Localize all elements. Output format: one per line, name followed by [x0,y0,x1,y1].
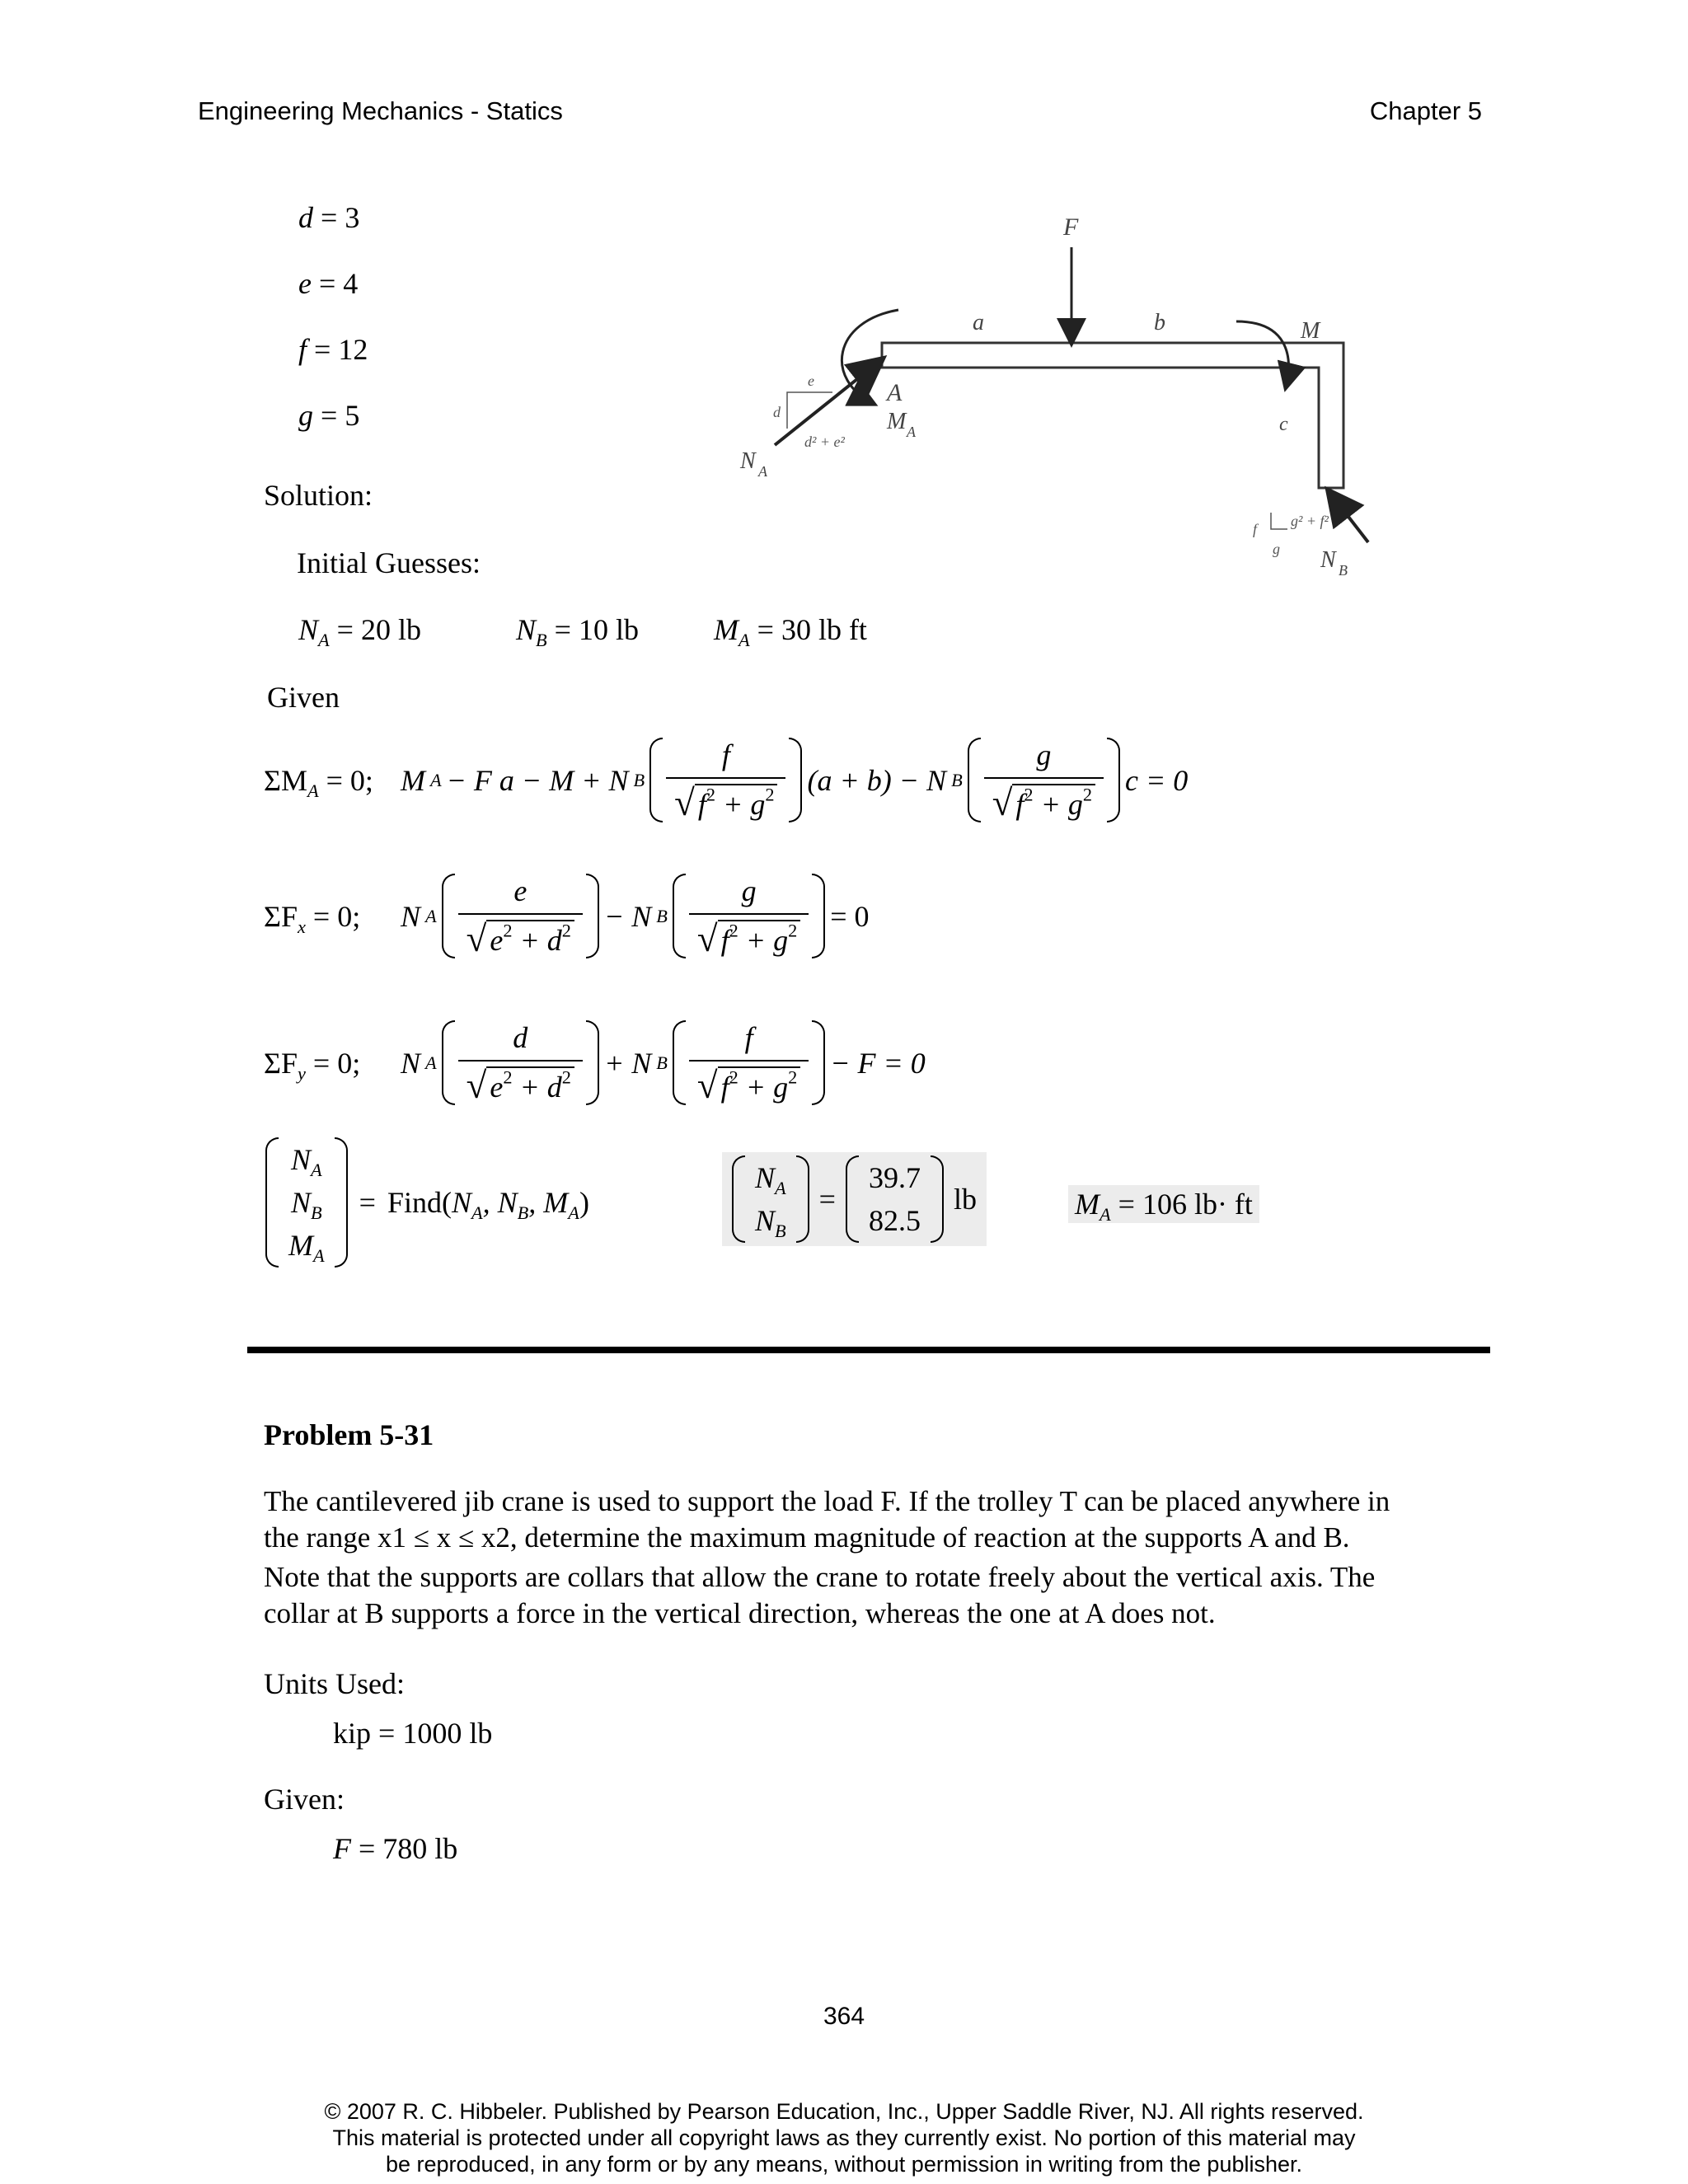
units-used-label: Units Used: [264,1667,405,1700]
label-MA: M [887,409,907,434]
given-2-label: Given: [264,1783,345,1816]
equation-sum-fy: $\Sigma F_y = 0$; N A d √ $e^2 + d^2$ + N B f √ $f^2 + g^2$ − F = 0 [264,1021,926,1106]
label-NA: N [740,448,756,474]
free-body-diagram [725,198,1401,593]
svg-text:A: A [907,424,916,440]
svg-text:f: f [1253,521,1258,537]
svg-text:e: e [808,373,814,389]
equation-moment-a: $\Sigma M_A = 0$; M A − F a − M + N B f √ $f^2 + g^2$ (a + b) − N B g √ $f^2 + g^2$ c = 0 [264,738,1189,823]
given-f: f = 12 [298,333,368,366]
guess-ma: $M_A = 30$ lb ft [714,613,867,650]
page-number: 364 [823,2003,865,2030]
label-F: F [1063,213,1079,241]
label-M: M [1301,318,1320,344]
given-label: Given [267,681,340,714]
problem-paragraph-2: Note that the supports are collars that allow the crane to rotate freely about the vertical axis. The collar at B supports a force in the vertical direction, whereas the one at A does not. [264,1561,1376,1629]
svg-text:A: A [758,463,767,480]
label-b: b [1154,310,1165,335]
label-A: A [887,379,903,406]
initial-guesses-label: Initial Guesses: [297,546,481,579]
copyright-footer [0,2098,1688,2177]
guess-na: $N_A = 20$ lb [298,613,421,650]
svg-text:d² + e²: d² + e² [804,434,845,450]
units-kip: kip = 1000 lb [333,1717,493,1750]
find-statement: $N_A$ $N_B$ $M_A$ = $Find(N_A$, $N_B$, $M_A$) [265,1137,589,1268]
problem-paragraph-1: The cantilevered jib crane is used to support the load F. If the trolley T can be placed anywhere in the range x1 ≤ x ≤ x2, determine the maximum magnitude of reaction at the supports A and B. [264,1485,1390,1554]
svg-text:g² + f²: g² + f² [1291,513,1329,529]
result-moment-a: $M_A = 106$ lb· ft [1068,1185,1259,1223]
svg-text:g: g [1273,541,1280,557]
given-e: e = 4 [298,267,359,300]
result-reactions: $N_A$ $N_B$ = 39.7 82.5 lb [722,1152,987,1246]
force-nb-arrow [1329,491,1368,542]
label-a: a [973,310,984,335]
header-right: Chapter 5 [1369,96,1482,125]
moment-m-arrow [1236,321,1288,387]
bent-beam [882,343,1343,488]
given-g: g = 5 [298,399,360,432]
slope-triangle-a [787,392,832,429]
header-left: Engineering Mechanics - Statics [198,96,563,125]
force-na-arrow [775,359,882,445]
svg-text:B: B [1339,562,1348,579]
footer-line-1: © 2007 R. C. Hibbeler. Published by Pearson Education, Inc., Upper Saddle River, NJ. All rights reserved. [324,2099,1364,2124]
equation-sum-fx: $\Sigma F_x = 0$; N A e √ $e^2 + d^2$ − N B g √ $f^2 + g^2$ = 0 [264,874,870,959]
given-force-f: F = 780 lb [333,1832,458,1865]
label-c: c [1279,414,1288,435]
svg-text:d: d [773,404,781,420]
section-divider [247,1347,1490,1353]
label-NB: N [1320,547,1336,573]
problem-title: Problem 5-31 [264,1418,434,1451]
guess-nb: $N_B = 10$ lb [516,613,639,650]
given-d: d = 3 [298,201,360,234]
solution-label: Solution: [264,479,373,512]
footer-line-2: This material is protected under all copyright laws as they currently exist. No portion of this material may [332,2125,1356,2150]
slope-triangle-b [1271,513,1287,529]
footer-line-3: be reproduced, in any form or by any means, without permission in writing from the publisher. [385,2152,1303,2177]
